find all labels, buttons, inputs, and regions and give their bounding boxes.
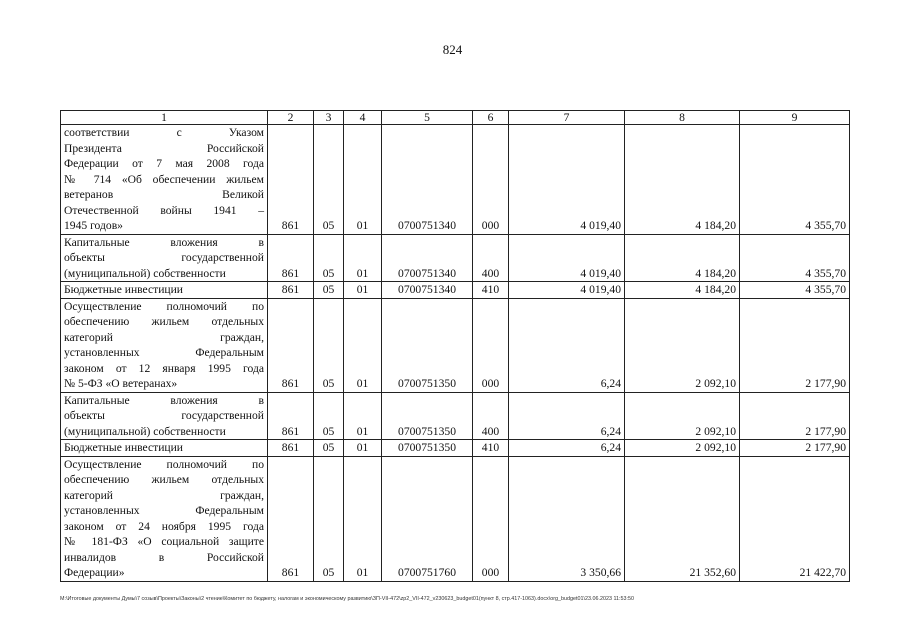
cell-amount-col9: 2 177,90 bbox=[740, 440, 850, 457]
cell-section: 05 bbox=[314, 234, 344, 282]
cell-amount-col7: 4 019,40 bbox=[509, 282, 625, 299]
description-line: объекты государственной bbox=[64, 409, 264, 422]
cell-grbs: 861 bbox=[268, 392, 314, 440]
cell-expense-type: 410 bbox=[473, 282, 509, 299]
cell-target-article: 0700751340 bbox=[382, 125, 473, 235]
cell-amount-col7: 3 350,66 bbox=[509, 456, 625, 581]
header-cell-5: 5 bbox=[382, 111, 473, 125]
description-line: Отечественной войны 1941 – bbox=[64, 203, 264, 217]
cell-grbs: 861 bbox=[268, 282, 314, 299]
cell-target-article: 0700751340 bbox=[382, 282, 473, 299]
cell-expense-type: 410 bbox=[473, 440, 509, 457]
description-line: категорий граждан, bbox=[64, 330, 264, 344]
cell-amount-col8: 2 092,10 bbox=[625, 298, 740, 392]
description-line: Федерации от 7 мая 2008 года bbox=[64, 157, 264, 170]
table-row bbox=[61, 234, 850, 282]
cell-description bbox=[61, 298, 268, 392]
description-line: соответствии с Указом bbox=[64, 126, 264, 139]
description-line: установленных Федеральным bbox=[64, 504, 264, 517]
header-cell-8: 8 bbox=[625, 111, 740, 125]
cell-target-article: 0700751340 bbox=[382, 234, 473, 282]
table-row bbox=[61, 392, 850, 440]
page-number: 824 bbox=[442, 42, 463, 57]
cell-grbs: 861 bbox=[268, 440, 314, 457]
header-cell-7: 7 bbox=[509, 111, 625, 125]
cell-amount-col8: 4 184,20 bbox=[625, 282, 740, 299]
cell-section: 05 bbox=[314, 298, 344, 392]
table-row bbox=[61, 440, 850, 457]
cell-description bbox=[61, 392, 268, 440]
header-cell-3: 3 bbox=[314, 111, 344, 125]
table-row bbox=[61, 282, 850, 299]
description-line: инвалидов в Российской bbox=[64, 550, 264, 564]
description-line: обеспечению жильем отдельных bbox=[64, 473, 264, 486]
header-cell-6: 6 bbox=[473, 111, 509, 125]
description-line: (муниципальной) собственности bbox=[64, 266, 226, 280]
description-line: установленных Федеральным bbox=[64, 346, 264, 359]
header-cell-1: 1 bbox=[61, 111, 268, 125]
document-path-footer: M:\Итоговые документы Думы\7 созыв\Проекты\Законы\2 чтение\Комитет по бюджету, налогам и экономическому развитию\ЗП-VII-472\zp2_VII-472_v230623_budget01(пункт 8, стр.417-1063).docx\org_budget01\23.06.2023 11:53:50 bbox=[60, 596, 635, 602]
description-line: категорий граждан, bbox=[64, 488, 264, 502]
cell-description bbox=[61, 125, 268, 235]
cell-amount-col9: 2 177,90 bbox=[740, 392, 850, 440]
cell-section: 05 bbox=[314, 282, 344, 299]
description-line: Президента Российской bbox=[64, 141, 264, 155]
description-line: № 714 «Об обеспечении жильем bbox=[64, 172, 264, 186]
description-line: Федерации» bbox=[64, 566, 125, 579]
cell-amount-col9: 21 422,70 bbox=[740, 456, 850, 581]
cell-amount-col9: 4 355,70 bbox=[740, 282, 850, 299]
header-cell-4: 4 bbox=[344, 111, 382, 125]
cell-description bbox=[61, 456, 268, 581]
description-line: законом от 24 ноября 1995 года bbox=[64, 519, 264, 533]
cell-amount-col7: 4 019,40 bbox=[509, 125, 625, 235]
cell-amount-col7: 6,24 bbox=[509, 440, 625, 457]
cell-amount-col8: 4 184,20 bbox=[625, 234, 740, 282]
description-line: объекты государственной bbox=[64, 251, 264, 264]
description-line: законом от 12 января 1995 года bbox=[64, 361, 264, 375]
cell-description bbox=[61, 440, 268, 457]
cell-target-article: 0700751350 bbox=[382, 440, 473, 457]
cell-subsection: 01 bbox=[344, 392, 382, 440]
cell-section: 05 bbox=[314, 440, 344, 457]
table-row bbox=[61, 456, 850, 581]
cell-expense-type: 000 bbox=[473, 125, 509, 235]
table-header-row bbox=[61, 111, 850, 125]
cell-subsection: 01 bbox=[344, 298, 382, 392]
cell-subsection: 01 bbox=[344, 440, 382, 457]
table-row bbox=[61, 125, 850, 235]
cell-grbs: 861 bbox=[268, 456, 314, 581]
cell-amount-col7: 6,24 bbox=[509, 298, 625, 392]
cell-amount-col8: 21 352,60 bbox=[625, 456, 740, 581]
cell-amount-col9: 4 355,70 bbox=[740, 234, 850, 282]
cell-grbs: 861 bbox=[268, 125, 314, 235]
header-cell-2: 2 bbox=[268, 111, 314, 125]
cell-expense-type: 400 bbox=[473, 234, 509, 282]
description-line: № 181-ФЗ «О социальной защите bbox=[64, 535, 264, 548]
description-line: Осуществление полномочий по bbox=[64, 457, 264, 471]
cell-amount-col9: 2 177,90 bbox=[740, 298, 850, 392]
cell-expense-type: 400 bbox=[473, 392, 509, 440]
cell-subsection: 01 bbox=[344, 234, 382, 282]
cell-target-article: 0700751350 bbox=[382, 298, 473, 392]
cell-amount-col8: 2 092,10 bbox=[625, 440, 740, 457]
cell-grbs: 861 bbox=[268, 234, 314, 282]
cell-amount-col8: 4 184,20 bbox=[625, 125, 740, 235]
description-line: Бюджетные инвестиции bbox=[64, 441, 184, 454]
budget-table bbox=[60, 110, 850, 582]
cell-expense-type: 000 bbox=[473, 298, 509, 392]
cell-subsection: 01 bbox=[344, 456, 382, 581]
table-row bbox=[61, 298, 850, 392]
cell-subsection: 01 bbox=[344, 282, 382, 299]
description-line: обеспечению жильем отдельных bbox=[64, 315, 264, 328]
description-line: Осуществление полномочий по bbox=[64, 299, 264, 313]
cell-description bbox=[61, 282, 268, 299]
cell-target-article: 0700751760 bbox=[382, 456, 473, 581]
cell-subsection: 01 bbox=[344, 125, 382, 235]
cell-section: 05 bbox=[314, 125, 344, 235]
description-line: 1945 годов» bbox=[64, 219, 123, 232]
description-line: ветеранов Великой bbox=[64, 188, 264, 201]
cell-amount-col7: 4 019,40 bbox=[509, 234, 625, 282]
cell-amount-col8: 2 092,10 bbox=[625, 392, 740, 440]
header-cell-9: 9 bbox=[740, 111, 850, 125]
cell-amount-col7: 6,24 bbox=[509, 392, 625, 440]
cell-target-article: 0700751350 bbox=[382, 392, 473, 440]
description-line: (муниципальной) собственности bbox=[64, 424, 226, 438]
cell-description bbox=[61, 234, 268, 282]
description-line: Капитальные вложения в bbox=[64, 235, 264, 249]
cell-grbs: 861 bbox=[268, 298, 314, 392]
cell-amount-col9: 4 355,70 bbox=[740, 125, 850, 235]
description-line: № 5-ФЗ «О ветеранах» bbox=[64, 377, 178, 390]
description-line: Бюджетные инвестиции bbox=[64, 283, 184, 296]
cell-section: 05 bbox=[314, 392, 344, 440]
cell-section: 05 bbox=[314, 456, 344, 581]
cell-expense-type: 000 bbox=[473, 456, 509, 581]
description-line: Капитальные вложения в bbox=[64, 393, 264, 407]
